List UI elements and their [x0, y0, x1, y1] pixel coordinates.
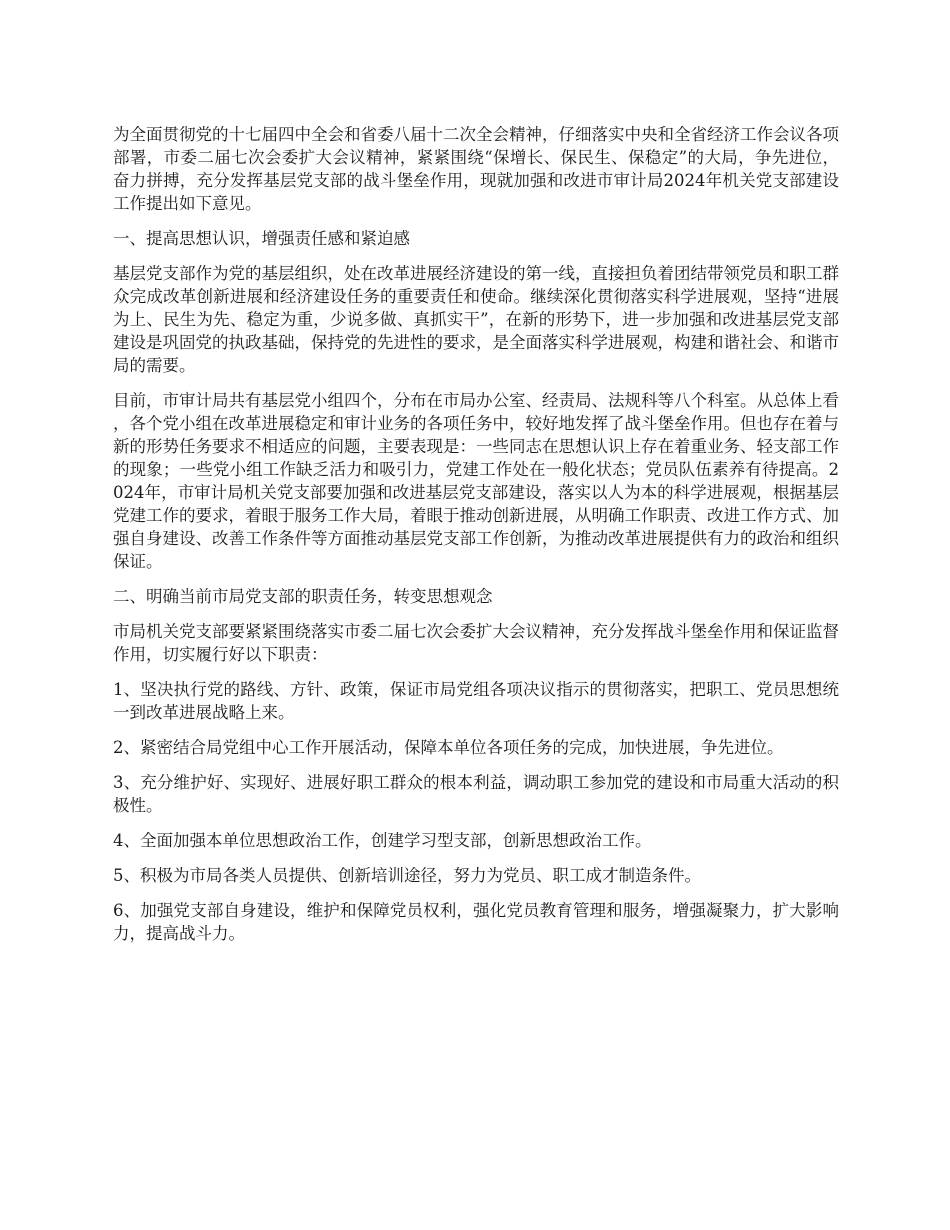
intro-paragraph: 为全面贯彻党的十七届四中全会和省委八届十二次全会精神，仔细落实中央和全省经济工作会议各项部署，市委二届七次会委扩大会议精神，紧紧围绕“保增长、保民生、保稳定”的大局，争先进位，奋力拼搏，充分发挥基层党支部的战斗堡垒作用，现就加强和改进市审计局2024年机关党支部建设工作提出如下意见。	[113, 125, 839, 213]
section-2-heading: 二、明确当前市局党支部的职责任务，转变思想观念	[113, 587, 493, 606]
section-1-paragraph-2: 目前，市审计局共有基层党小组四个，分布在市局办公室、经责局、法规科等八个科室。从总体上看，各个党小组在改革进展稳定和审计业务的各项任务中，较好地发挥了战斗堡垒作用。但也存在着与新的形势任务要求不相适应的问题，主要表现是：一些同志在思想认识上存在着重业务、轻支部工作的现象；一些党小组工作缺乏活力和吸引力，党建工作处在一般化状态；党员队伍素养有待提高。2024年，市审计局机关党支部要加强和改进基层党支部建设，落实以人为本的科学进展观，根据基层党建工作的要求，着眼于服务工作大局，着眼于推动创新进展，从明确工作职责、改进工作方式、加强自身建设、改善工作条件等方面推动基层党支部工作创新，为推动改革进展提供有力的政治和组织保证。	[113, 391, 839, 571]
duty-item-2: 2、紧密结合局党组中心工作开展活动，保障本单位各项任务的完成，加快进展，争先进位。	[113, 738, 784, 757]
section-1-paragraph-1: 基层党支部作为党的基层组织，处在改革进展经济建设的第一线，直接担负着团结带领党员和职工群众完成改革创新进展和经济建设任务的重要责任和使命。继续深化贯彻落实科学进展观，坚持“进展为上、民生为先、稳定为重，少说多做、真抓实干”，在新的形势下，进一步加强和改进基层党支部建设是巩固党的执政基础，保持党的先进性的要求，是全面落实科学进展观，构建和谐社会、和谐市局的需要。	[113, 264, 839, 375]
duty-item-3: 3、充分维护好、实现好、进展好职工群众的根本利益，调动职工参加党的建设和市局重大活动的积极性。	[113, 773, 839, 815]
section-2-intro: 市局机关党支部要紧紧围绕落实市委二届七次会委扩大会议精神，充分发挥战斗堡垒作用和保证监督作用，切实履行好以下职责：	[113, 622, 839, 664]
duty-item-1: 1、坚决执行党的路线、方针、政策，保证市局党组各项决议指示的贯彻落实，把职工、党员思想统一到改革进展战略上来。	[113, 680, 839, 722]
duty-item-4: 4、全面加强本单位思想政治工作，创建学习型支部，创新思想政治工作。	[113, 831, 652, 850]
duty-item-5: 5、积极为市局各类人员提供、创新培训途径，努力为党员、职工成才制造条件。	[113, 866, 701, 885]
document-body	[113, 123, 839, 957]
section-1-heading: 一、提高思想认识，增强责任感和紧迫感	[113, 229, 410, 248]
duty-item-6: 6、加强党支部自身建设，维护和保障党员权利，强化党员教育管理和服务，增强凝聚力，扩大影响力，提高战斗力。	[113, 901, 839, 943]
